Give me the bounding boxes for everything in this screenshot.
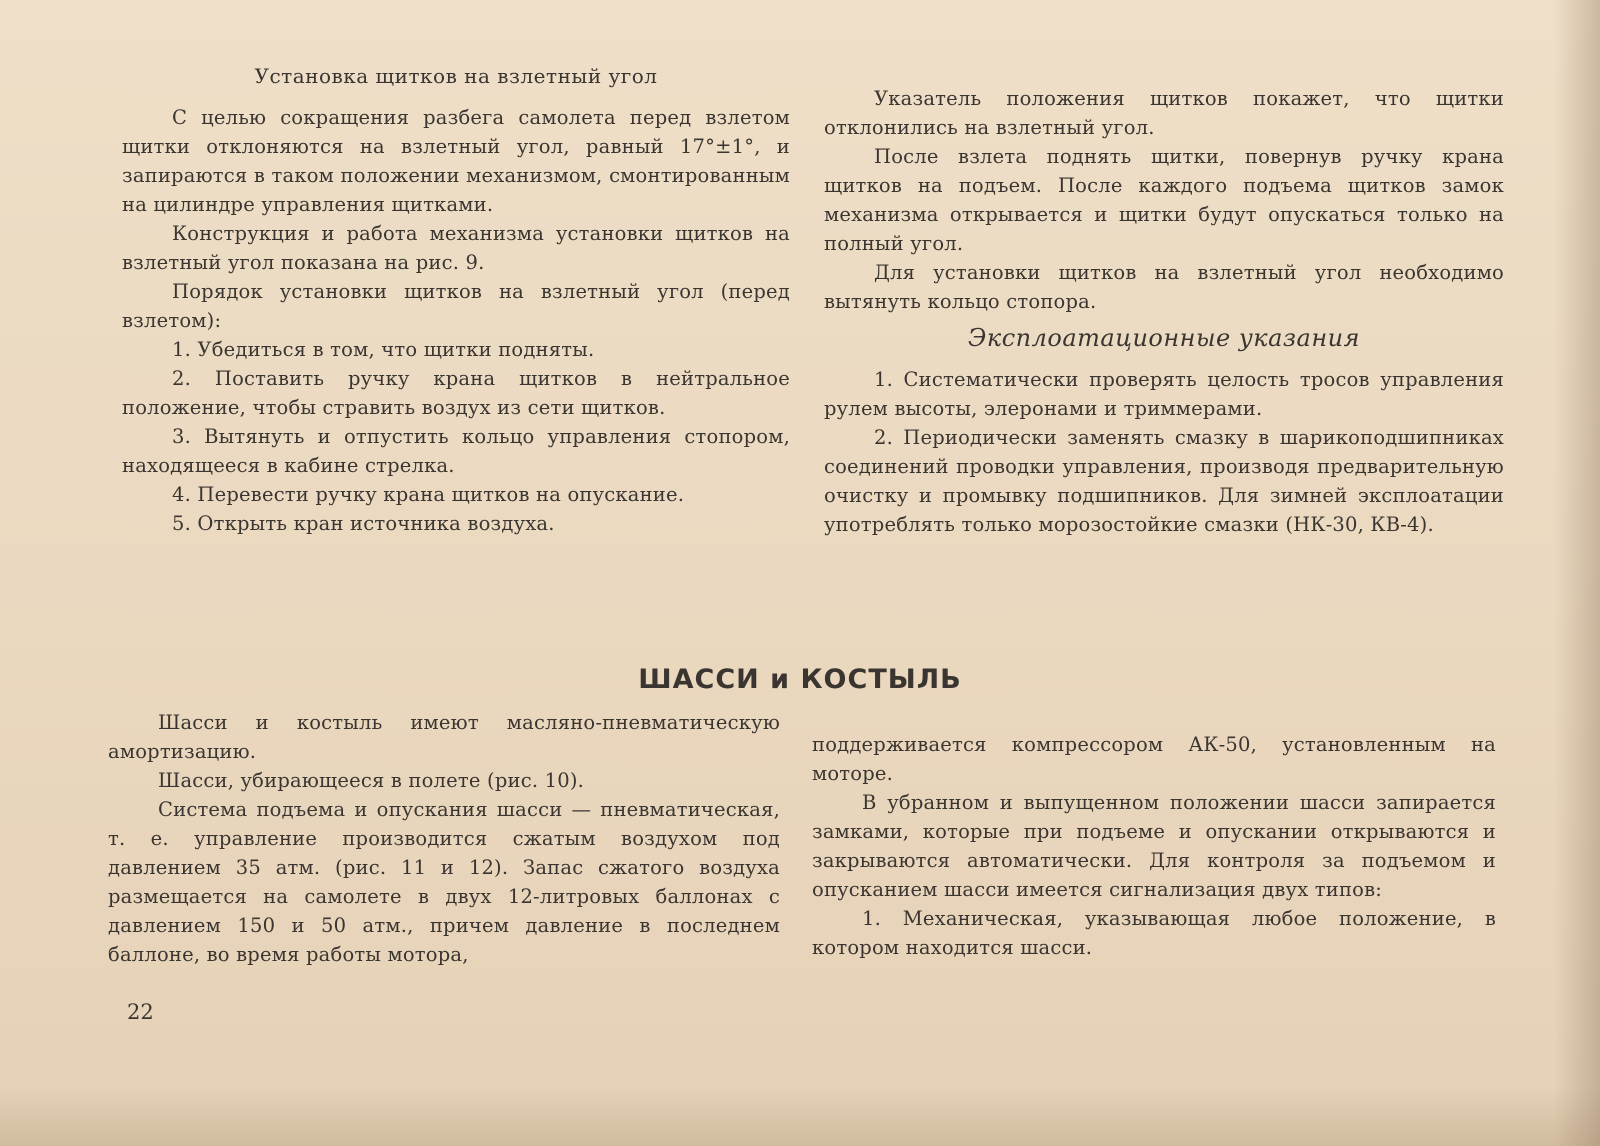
list-item: 3. Вытянуть и отпустить кольцо управления стопором, находящееся в кабине стрелка. — [122, 425, 790, 477]
list-item: 1. Убедиться в том, что щитки подняты. — [172, 338, 595, 361]
right-top-column — [824, 84, 1504, 539]
paragraph: Система подъема и опускания шасси — пневматическая, т. е. управление производится сжатым воздухом под давлением 35 атм. (рис. 11 и 12). Запас сжатого воздуха размещается на самолете в двух 12-литровых баллонах с давлением 150 и 50 атм., причем давление в последнем баллоне, во время работы мотора, — [108, 798, 780, 966]
section-title: ШАССИ и КОСТЫЛЬ — [638, 664, 962, 695]
paragraph: Порядок установки щитков на взлетный угол (перед взлетом): — [122, 280, 790, 332]
page-edge-shadow — [1554, 0, 1600, 1146]
paragraph: Конструкция и работа механизма установки щитков на взлетный угол показана на рис. 9. — [122, 222, 790, 274]
paragraph: Шасси и костыль имеют масляно-пневматическую амортизацию. — [108, 711, 780, 763]
left-top-column — [122, 62, 790, 538]
paragraph: Шасси, убирающееся в полете (рис. 10). — [158, 769, 585, 792]
paragraph: Указатель положения щитков покажет, что щитки отклонились на взлетный угол. — [824, 87, 1504, 139]
operating-instructions-heading: Эксплоатационные указания — [968, 324, 1360, 352]
list-item: 4. Перевести ручку крана щитков на опускание. — [172, 483, 685, 506]
paragraph: В убранном и выпущенном положении шасси запирается замками, которые при подъеме и опускании открываются и закрываются автоматически. Для контроля за подъемом и опусканием шасси имеется сигнализация двух типов: — [812, 791, 1496, 901]
list-item: 1. Систематически проверять целость тросов управления рулем высоты, элеронами и триммерами. — [824, 368, 1504, 420]
list-item: 1. Механическая, указывающая любое положение, в котором находится шасси. — [812, 907, 1496, 959]
list-item: 2. Поставить ручку крана щитков в нейтральное положение, чтобы стравить воздух из сети щитков. — [122, 367, 790, 419]
list-item: 2. Периодически заменять смазку в шарикоподшипниках соединений проводки управления, производя предварительную очистку и промывку подшипников. Для зимней эксплоатации употреблять только морозостойкие смазки (НК-30, КВ-4). — [824, 426, 1504, 536]
paragraph: Для установки щитков на взлетный угол необходимо вытянуть кольцо стопора. — [824, 261, 1504, 313]
page-bottom-shadow — [0, 1086, 1600, 1146]
paragraph: С целью сокращения разбега самолета перед взлетом щитки отклоняются на взлетный угол, равный 17°±1°, и запираются в таком положении механизмом, смонтированным на цилиндре управления щитками. — [122, 106, 790, 216]
left-bottom-column — [108, 708, 780, 969]
list-item: 5. Открыть кран источника воздуха. — [172, 512, 555, 535]
paragraph: После взлета поднять щитки, повернув ручку крана щитков на подъем. После каждого подъема щитков замок механизма открывается и щитки будут опускаться только на полный угол. — [824, 145, 1504, 255]
right-bottom-column — [812, 730, 1496, 962]
page-number: 22 — [127, 1000, 154, 1024]
flaps-takeoff-heading: Установка щитков на взлетный угол — [254, 64, 658, 88]
paragraph-continuation: поддерживается компрессором АК-50, установленным на моторе. — [812, 733, 1496, 785]
